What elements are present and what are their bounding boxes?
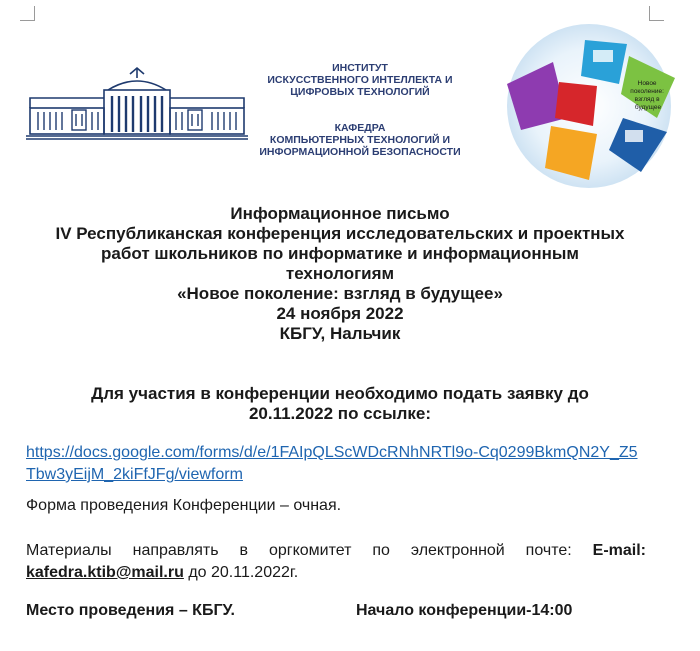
materials-paragraph bbox=[26, 540, 646, 584]
page-corner-top-left bbox=[20, 6, 35, 21]
university-building-logo bbox=[26, 62, 248, 142]
department-line-3: ИНФОРМАЦИОННОЙ БЕЗОПАСНОСТИ bbox=[259, 146, 461, 158]
letter-heading bbox=[20, 204, 660, 344]
department-line-1: КАФЕДРА bbox=[334, 122, 386, 134]
institute-name bbox=[255, 62, 465, 98]
materials-suffix: до 20.11.2022г. bbox=[183, 564, 299, 581]
email-label: E-mail: bbox=[592, 542, 646, 559]
page-corner-top-right bbox=[649, 6, 664, 21]
conference-emblem bbox=[497, 22, 681, 190]
institute-line-1: ИНСТИТУТ bbox=[332, 62, 388, 74]
heading-line-2: IV Республиканская конференция исследовательских и проектных bbox=[55, 224, 625, 243]
heading-line-4: технологиям bbox=[285, 264, 395, 283]
materials-prefix: Материалы направлять в оргкомитет по электронной почте: bbox=[26, 542, 593, 559]
registration-form-link[interactable]: https://docs.google.com/forms/d/e/1FAIpQLScWDcRNhNRTl9o-Cq0299BkmQN2Y_Z5Tbw3yEijM_2kiFfJFg/viewform bbox=[26, 444, 638, 483]
heading-line-5: «Новое поколение: взгляд в будущее» bbox=[177, 284, 503, 303]
emblem-text-line-4: будущее bbox=[634, 104, 662, 111]
emblem-text-line-2: поколение: bbox=[630, 88, 664, 95]
email-address[interactable]: kafedra.ktib@mail.ru bbox=[26, 564, 184, 581]
registration-line-1: Для участия в конференции необходимо подать заявку до bbox=[91, 384, 589, 403]
venue: Место проведения – КБГУ. bbox=[26, 602, 235, 619]
start-time: Начало конференции-14:00 bbox=[356, 602, 573, 619]
form-of-conduct: Форма проведения Конференции – очная. bbox=[26, 497, 342, 514]
emblem-text-line-1: Новое bbox=[637, 80, 657, 87]
registration-text bbox=[20, 384, 660, 424]
heading-line-6: 24 ноября 2022 bbox=[276, 304, 404, 323]
heading-line-1: Информационное письмо bbox=[230, 204, 450, 223]
heading-line-3: работ школьников по информатике и информационным bbox=[101, 244, 579, 263]
institute-line-3: ЦИФРОВЫХ ТЕХНОЛОГИЙ bbox=[290, 86, 430, 98]
department-line-2: КОМПЬЮТЕРНЫХ ТЕХНОЛОГИЙ И bbox=[269, 134, 451, 146]
heading-line-7: КБГУ, Нальчик bbox=[279, 324, 401, 343]
department-name bbox=[255, 122, 465, 158]
registration-line-2: 20.11.2022 по ссылке: bbox=[248, 404, 432, 423]
emblem-text-line-3: взгляд в bbox=[634, 96, 660, 103]
institute-line-2: ИСКУССТВЕННОГО ИНТЕЛЛЕКТА И bbox=[267, 74, 453, 86]
